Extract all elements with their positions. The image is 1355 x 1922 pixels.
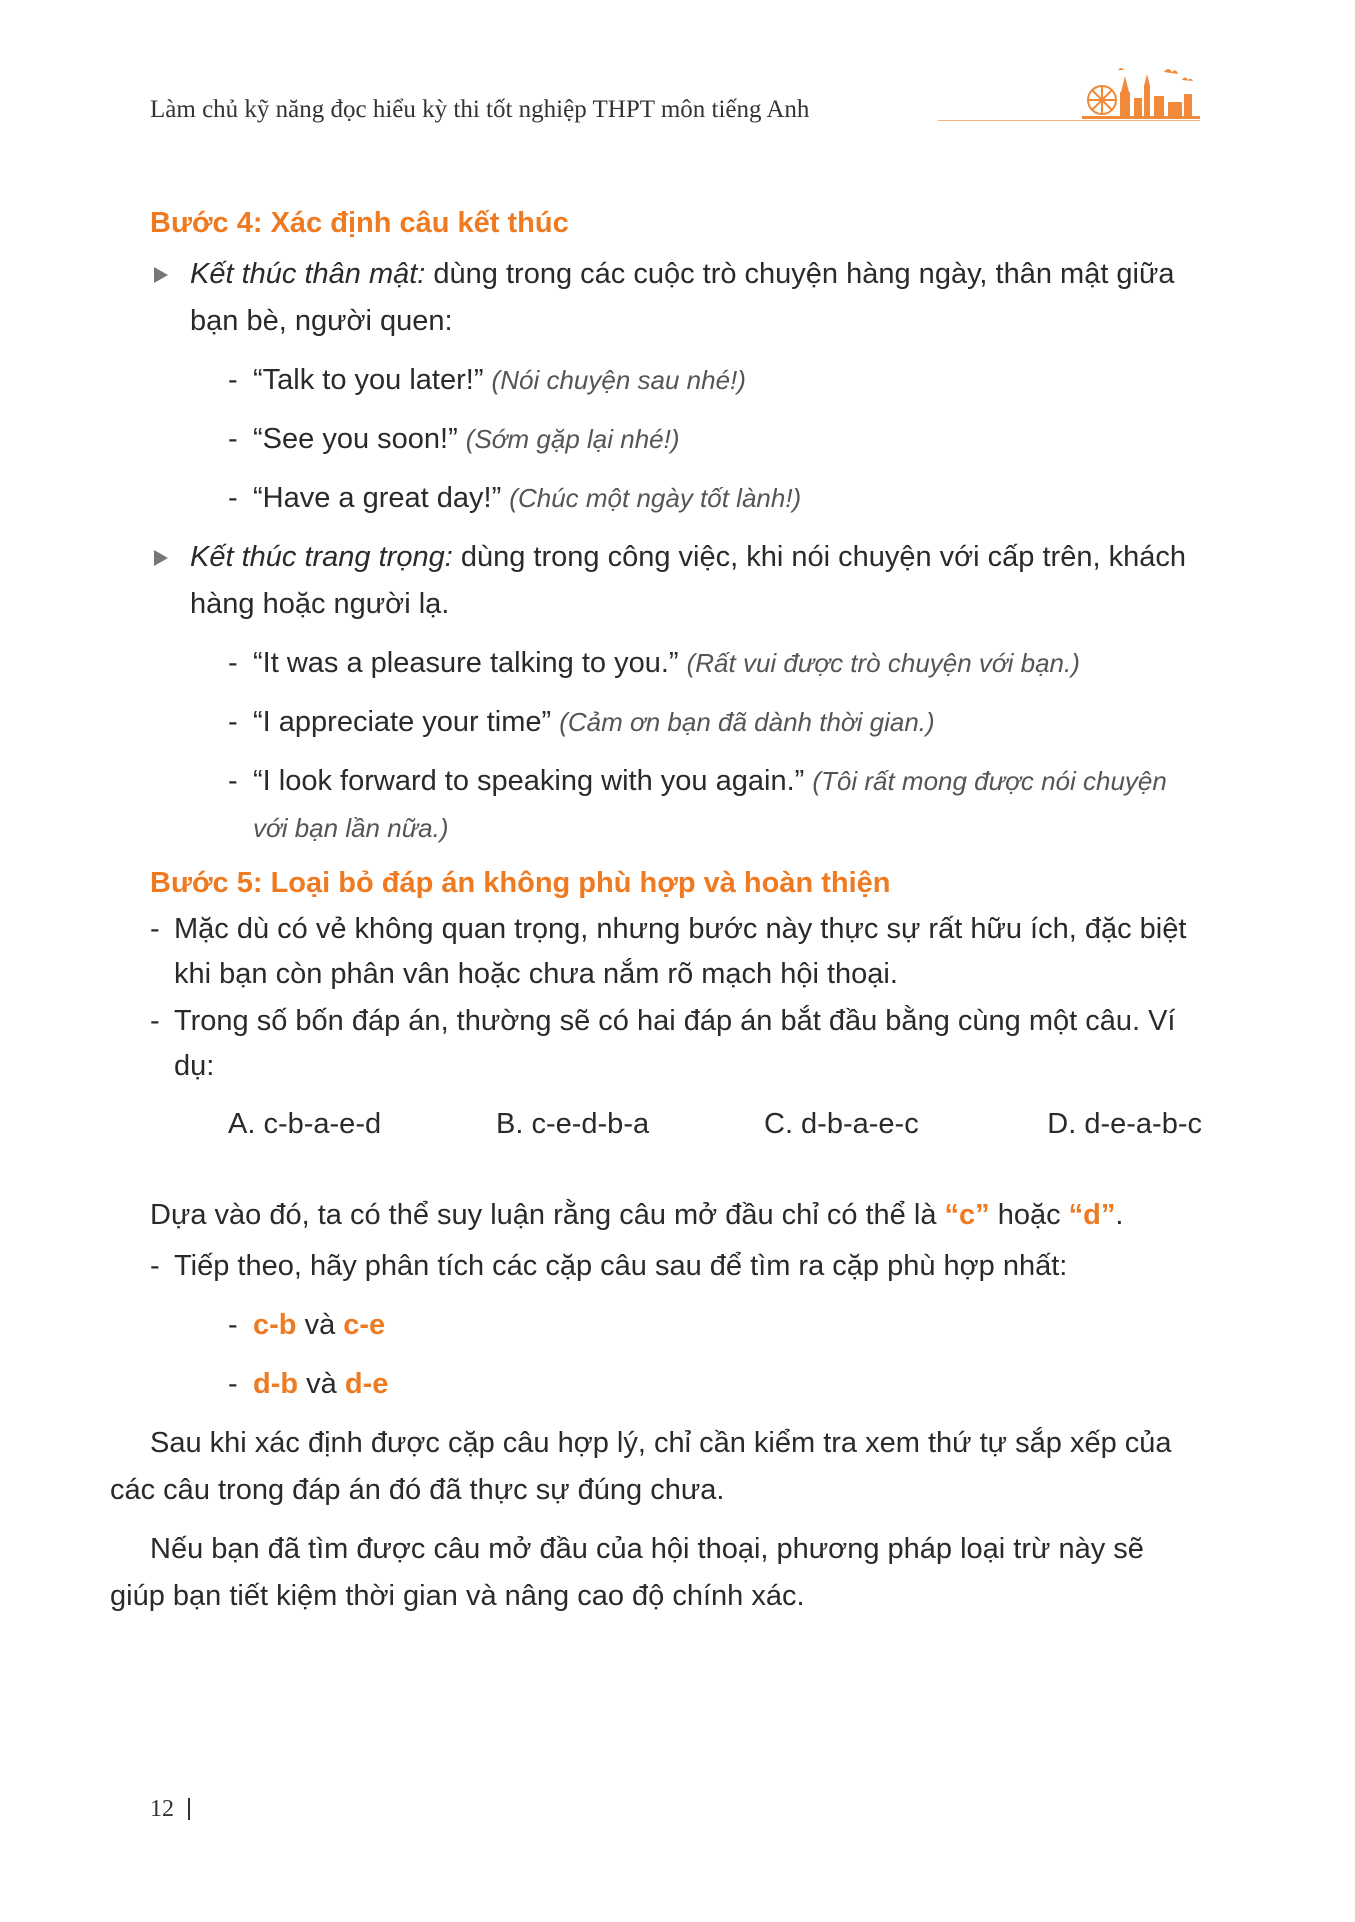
list-item: - Trong số bốn đáp án, thường sẽ có hai đáp án bắt đầu bằng cùng một câu. Ví dụ:: [150, 1005, 1176, 1082]
option-c: C. d-b-a-e-c: [764, 1108, 919, 1140]
list-item: - “I appreciate your time” (Cảm ơn bạn đã dành thời gian.): [228, 706, 935, 738]
option-a: A. c-b-a-e-d: [228, 1108, 382, 1140]
option-b: B. c-e-d-b-a: [496, 1108, 650, 1140]
list-item: - “See you soon!” (Sớm gặp lại nhé!): [228, 423, 680, 455]
header-rule: [938, 120, 1200, 121]
city-skyline-icon: [1082, 62, 1200, 120]
pair-item: - d-b và d-e: [228, 1368, 389, 1400]
option-d: D. d-e-a-b-c: [1047, 1108, 1202, 1140]
informal-closing: [150, 251, 1202, 345]
list-item: - “Talk to you later!” (Nói chuyện sau nhé!): [228, 364, 746, 396]
paragraph-2: Nếu bạn đã tìm được câu mở đầu của hội thoại, phương pháp loại trừ này sẽ giúp bạn tiết kiệm thời gian và nâng cao độ chính xác.: [110, 1533, 1144, 1612]
informal-desc: dùng trong các cuộc trò chuyện hàng ngày, thân mật giữa bạn bè, người quen:: [190, 258, 1175, 337]
formal-label: Kết thúc trang trọng:: [190, 541, 453, 573]
informal-label: Kết thúc thân mật:: [190, 258, 426, 290]
step5-heading: Bước 5: Loại bỏ đáp án không phù hợp và hoàn thiện: [150, 867, 891, 899]
list-item: - “It was a pleasure talking to you.” (Rất vui được trò chuyện với bạn.): [228, 647, 1080, 679]
formal-closing: [150, 534, 1202, 628]
arrow-bullet-icon: [154, 267, 168, 283]
step4-heading: Bước 4: Xác định câu kết thúc: [150, 207, 569, 239]
page-number: 12: [150, 1796, 174, 1822]
running-header: Làm chủ kỹ năng đọc hiểu kỳ thi tốt nghiệp THPT môn tiếng Anh: [150, 96, 810, 123]
inference-paragraph: Dựa vào đó, ta có thể suy luận rằng câu mở đầu chỉ có thể là “c” hoặc “d”.: [150, 1199, 1124, 1231]
paragraph-1: Sau khi xác định được cặp câu hợp lý, chỉ cần kiểm tra xem thứ tự sắp xếp của các câu trong đáp án đó đã thực sự đúng chưa.: [110, 1427, 1172, 1506]
list-item: - Tiếp theo, hãy phân tích các cặp câu sau để tìm ra cặp phù hợp nhất:: [150, 1250, 1068, 1282]
answer-options: [150, 1101, 1202, 1148]
formal-desc: dùng trong công việc, khi nói chuyện với cấp trên, khách hàng hoặc người lạ.: [190, 541, 1186, 620]
list-item: - “Have a great day!” (Chúc một ngày tốt lành!): [228, 482, 802, 514]
list-item: - “I look forward to speaking with you again.” (Tôi rất mong được nói chuyện với bạn lần nữa.): [228, 765, 1167, 843]
list-item: - Mặc dù có vẻ không quan trọng, nhưng bước này thực sự rất hữu ích, đặc biệt khi bạn còn phân vân hoặc chưa nắm rõ mạch hội thoại.: [150, 913, 1187, 990]
footer-divider: [188, 1798, 190, 1820]
page-content: [110, 200, 1202, 1620]
arrow-bullet-icon: [154, 550, 168, 566]
pair-item: - c-b và c-e: [228, 1309, 386, 1341]
